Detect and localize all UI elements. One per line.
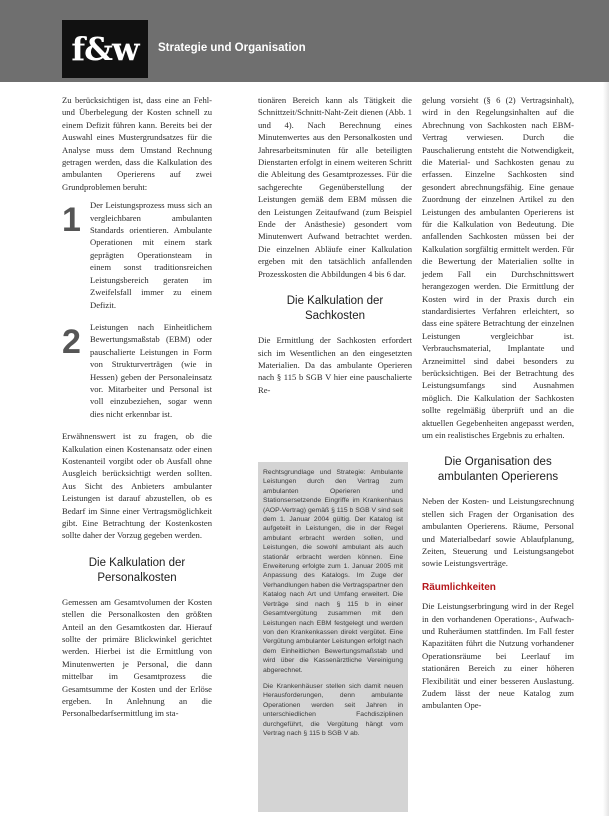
subheading-raeumlichkeiten: Räumlichkeiten (422, 581, 496, 593)
body-paragraph: Die Leistungserbringung wird in der Regel in den vorhandenen Operations-, Aufwach- und Ruheräumen stattfinden. Im Fall fester Kapazitäten führt die Nutzung vorhandener Operationsräume bei Leerlauf im stationären Bereich zu einer höheren Flexibilität und einer besseren Auslastung. Zudem lässt der neue Katalog zum ambulanten Ope- (422, 601, 574, 711)
intro-paragraph: Zu berücksichtigen ist, dass eine an Fehl- und Überbelegung der Kosten schnell zu einem Defizit führen kann. Bereits bei der Auswahl eines Mustergrundsatzes für die Analyse muss dem Umstand Rechnung getragen werden, dass die Kalkulation des ambulanten Operierens auf zwei Grundproblemen beruht: (62, 95, 212, 192)
page-header (0, 0, 609, 82)
info-box (258, 462, 408, 812)
column-1 (62, 94, 212, 726)
heading-sachkosten: Die Kalkulation der Sachkosten (286, 295, 384, 323)
numbered-item-1 (62, 199, 212, 311)
column-2 (258, 94, 412, 402)
body-paragraph: Neben der Kosten- und Leistungsrechnung stellen sich Fragen der Organisation des ambulanten Operierens. Räume, Personal und Materialbedarf sowie Ablaufplanung, Zeiten, Steuerung und Leistungsangebot sowie Leistungsverträge. (422, 496, 574, 569)
item-number: 1 (62, 201, 81, 240)
body-paragraph: Erwähnenswert ist zu fragen, ob die Kalkulation einen Kostenansatz oder einen Kostenanteil vorgibt oder ob Ausfall ohne Ausgleich berücksichtigt werden sollten. Aus Sicht des Anbieters ambulanter Leistungen ist darauf abzustellen, ob es Bedarf im Sinne einer Vertragsmöglichkeit gibt. Eine Betrachtung der Kostenkosten sollte daher der Vorzug gegeben werden. (62, 431, 212, 541)
journal-logo: f&w (62, 20, 148, 78)
box-paragraph: Rechtsgrundlage und Strategie: Ambulante Leistungen durch den Vertrag zum ambulanten Operieren und Stationsersetzende Eingriffe im Krankenhaus (AOP-Vertrag) gemäß § 115 b SGB V sind seit dem 1. Januar 2004 gültig. Der Katalog ist aufgeteilt in Leistungen, die in der Regel ambulant erbracht werden sollen, und Leistungen, die sowohl ambulant als auch stationär erbracht werden können. Eine Erweiterung erfolgte zum 1. Januar 2005 mit Anpassung des Katalogs. Im Zuge der Verhandlungen haben die Vertragspartner den Katalog nach Art und Umfang erweitert. Die Verträge sind nach § 115 b in einer Gesamtvergütung zusammen mit den Leistungen nach EBM festgelegt und werden von den Krankenkassen direkt vergütet. Eine Vergütung ambulanter Leistungen erfolgt nach dem Einheitlichen Bewertungsmaßstab und wird über die Kassenärztliche Vereinigung abgerechnet. (263, 469, 403, 674)
body-paragraph: tionären Bereich kann als Tätigkeit die Schnittzeit/Schnitt-Naht-Zeit dienen (Abb. 1 und 4). Nach Berechnung eines Minutenwertes aus den Personalkosten und Jahresarbeitsminuten für alle beteiligten Dienstarten erfolgt in einem weiteren Schritt die Ableitung des Gesamtprozesses. Für die sachgerechte Gegenüberstellung der Leistungen gemäß dem EBM müssen die den Leistungen Zeitaufwand (zum Beispiel Ende der Anästhesie) gesondert vom Minutenwert Aufwand betrachtet werden. Die einzelnen Abläufe einer Kalkulation ergeben mit den tatsächlich anfallenden Prozesskosten die Abbildungen 4 bis 6 dar. (258, 95, 412, 279)
column-3 (422, 94, 574, 718)
body-paragraph: Gemessen am Gesamtvolumen der Kosten stellen die Personalkosten den größten Anteil an den Gesamtkosten dar. Hierauf sollte der primäre Blickwinkel gerichtet werden. Hierbei ist die Ermittlung von Minutenwerten je Personal, die dann mittelbar im Gesamtprozess die Gesamtsumme der Kosten und der Erlöse ergeben. In Anlehnung an die Personalbedarfsermittlung im sta- (62, 596, 212, 719)
page-fold-shadow (603, 82, 609, 816)
body-paragraph: Die Ermittlung der Sachkosten erfordert sich im Wesentlichen an den eingesetzten Materialien. Da das ambulante Operieren nach § 115 b SGB V hier eine pauschalierte Re- (258, 335, 412, 395)
heading-personalkosten: Die Kalkulation der Personalkosten (88, 556, 186, 584)
heading-organisation: Die Organisation des ambulanten Operierens (437, 456, 559, 484)
body-paragraph: gelung vorsieht (§ 6 (2) Vertragsinhalt), wird in den Regelungsinhalten auf die Abrechnung von Sachkosten nach EBM-Vertrag verwiesen. Durch die Pauschalierung entsteht die Notwendigkeit, die Material- und Sachkosten genau zu erfassen. Einzelne Sachkosten sind gesondert abrechnungsfähig. Eine genaue Zuordnung der einzelnen Artikel zu den Leistungen des ambulanten Operierens ist für die Kalkulation von Bedeutung. Die anfallenden Sachkosten müssen bei der Kalkulation sorgfältig ermittelt werden. Für die Bewertung der Materialien sollte in jedem Fall ein Durchschnittswert herangezogen werden. Die Ermittlung der Kosten wird in der Praxis durch ein standardisiertes Verfahren erleichtert, so dass eine spätere Betrachtung der einzelnen Leistungen vergleichbar ist. Verbrauchsmaterial, Implantate und Arzneimittel sind dabei besonders zu berücksichtigen. Bei der Betrachtung des Leistungsumfangs sind Ausnahmen möglich. Die Kalkulation der Sachkosten sollte regelmäßig überprüft und an die aktuellen Gegebenheiten angepasst werden, um ein realistisches Ergebnis zu erhalten. (422, 95, 574, 440)
numbered-item-2 (62, 321, 212, 420)
item-number: 2 (62, 322, 81, 361)
box-paragraph: Die Krankenhäuser stellen sich damit neuen Herausforderungen, denn ambulante Operationen werden seit Jahren in unterschiedlichen Fachdisziplinen durchgeführt, die Vergütung hängt vom Vertrag nach § 115 b SGB V ab. (263, 682, 403, 737)
item-text: Leistungen nach Einheitlichem Bewertungsmaßstab (EBM) oder pauschalierte Leistungen in Form von Strukturverträgen (wie in Hessen) geben der Personaleinsatz vor. Mitarbeiter und Personal ist voll einzubeziehen, sogar wenn dies nicht erkennbar ist. (90, 321, 212, 419)
section-title: Strategie und Organisation (158, 42, 306, 54)
item-text: Der Leistungsprozess muss sich an vergleichbaren ambulanten Standards orientieren. Ambulante Operationen mit einem stark geprägten Operationsteam in einem sonst traditionsreichen Leistungsbereich geraten im Zweifelsfall immer zu einem Defizit. (90, 200, 212, 310)
